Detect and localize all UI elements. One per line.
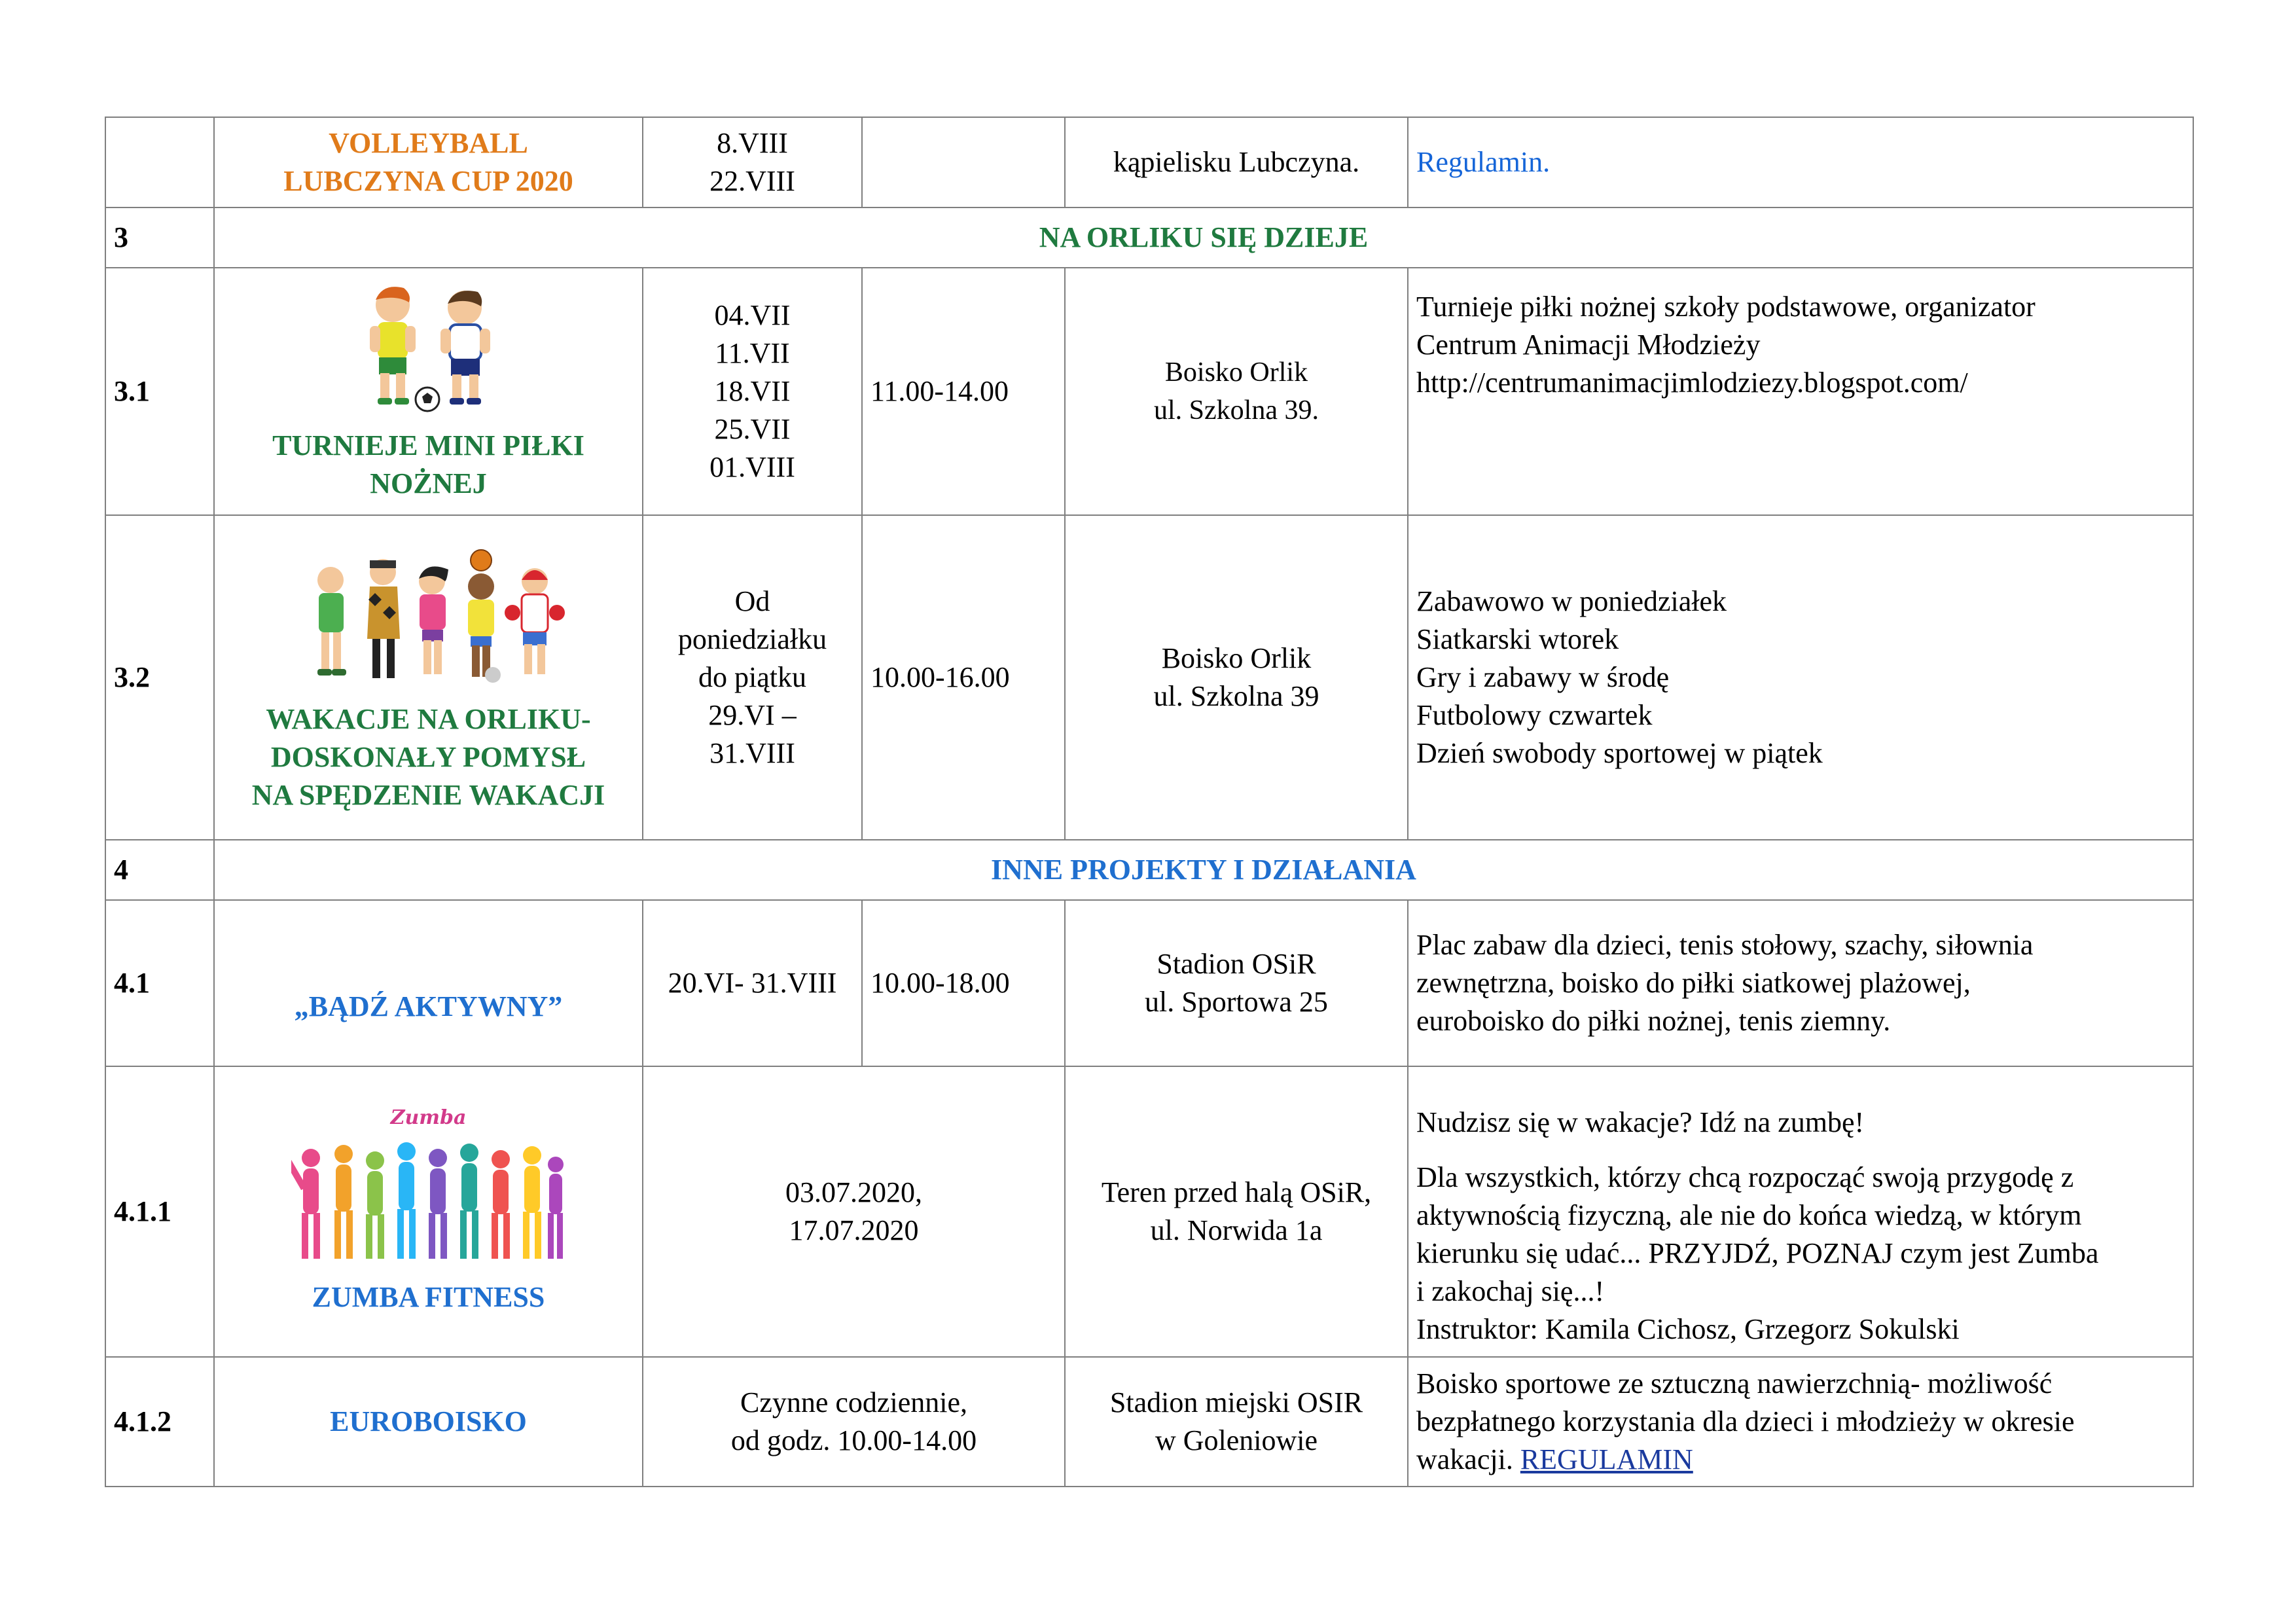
table-row	[105, 900, 2193, 1066]
event-name: TURNIEJE MINI PIŁKI	[272, 429, 584, 461]
section-number: 4	[105, 840, 214, 900]
event-date: 20.VI- 31.VIII	[668, 967, 837, 999]
table-row	[105, 515, 2193, 840]
event-place: Stadion miejski OSIR	[1109, 1386, 1363, 1418]
event-name: „BĄDŹ AKTYWNY”	[294, 990, 563, 1022]
row-number: 3.2	[105, 515, 214, 840]
event-date: od godz. 10.00-14.00	[730, 1424, 977, 1456]
dancers-illustration	[291, 1132, 566, 1269]
event-info-cell	[1408, 900, 2193, 1066]
event-date: 8.VIII	[717, 127, 788, 159]
event-info-cell	[1408, 515, 2193, 840]
event-date: 17.07.2020	[789, 1214, 919, 1246]
row-number: 4.1	[105, 900, 214, 1066]
event-info: kierunku się udać... PRZYJDŹ, POZNAJ czym jest Zumba	[1416, 1237, 2099, 1269]
event-info: Turnieje piłki nożnej szkoły podstawowe, organizator	[1416, 291, 2036, 323]
event-date: do piątku	[698, 661, 806, 693]
row-number: 4.1.1	[105, 1066, 214, 1357]
event-info: Siatkarski wtorek	[1416, 623, 1619, 655]
event-place-cell	[1065, 900, 1408, 1066]
event-name-cell	[214, 1357, 643, 1487]
event-info-url[interactable]: http://centrumanimacjimlodziezy.blogspot.com/	[1416, 367, 1968, 399]
event-info: Gry i zabawy w środę	[1416, 661, 1670, 693]
event-info: Centrum Animacji Młodzieży	[1416, 329, 1761, 361]
event-time: 10.00-18.00	[870, 967, 1010, 999]
event-place: kąpielisku Lubczyna.	[1113, 146, 1360, 178]
section-title: NA ORLIKU SIĘ DZIEJE	[214, 208, 2193, 268]
event-place: ul. Sportowa 25	[1145, 986, 1328, 1018]
event-info-cell	[1408, 117, 2193, 208]
event-dates-cell	[643, 900, 862, 1066]
event-date: 29.VI –	[708, 699, 797, 731]
event-place: w Goleniowie	[1155, 1424, 1318, 1456]
event-info: Plac zabaw dla dzieci, tenis stołowy, szachy, siłownia	[1416, 929, 2034, 961]
event-name: NOŻNEJ	[370, 467, 487, 499]
event-date: Czynne codziennie,	[740, 1386, 967, 1418]
event-date: 22.VIII	[709, 165, 795, 197]
zumba-logo: Zumba	[390, 1106, 467, 1129]
event-date: 25.VII	[714, 413, 791, 445]
event-place-cell	[1065, 117, 1408, 208]
event-info: Dla wszystkich, którzy chcą rozpocząć swoją przygodę z	[1416, 1161, 2074, 1193]
event-name-cell	[214, 268, 643, 515]
event-date: 04.VII	[714, 299, 791, 331]
table-row	[105, 268, 2193, 515]
events-table	[105, 117, 2194, 1487]
event-info-cell	[1408, 1066, 2193, 1357]
event-place-cell	[1065, 1066, 1408, 1357]
event-info-prefix: wakacji.	[1416, 1443, 1520, 1475]
event-place: ul. Szkolna 39	[1153, 680, 1319, 712]
row-number-cell	[105, 117, 214, 208]
row-number: 4.1.2	[105, 1357, 214, 1487]
event-place-cell	[1065, 268, 1408, 515]
event-name-cell	[214, 1066, 643, 1357]
kids-sports-illustration	[285, 541, 573, 691]
event-date: 01.VIII	[709, 451, 795, 483]
regulamin-link[interactable]: REGULAMIN	[1520, 1443, 1693, 1475]
event-time: 11.00-14.00	[870, 375, 1009, 407]
event-dates-cell	[643, 268, 862, 515]
event-info: zewnętrzna, boisko do piłki siatkowej plażowej,	[1416, 967, 1971, 999]
event-info: euroboisko do piłki nożnej, tenis ziemny.	[1416, 1005, 1891, 1037]
event-dates-cell	[643, 117, 862, 208]
event-date: 31.VIII	[709, 737, 795, 769]
event-place: ul. Szkolna 39.	[1154, 395, 1319, 425]
table-row	[105, 1066, 2193, 1357]
event-name: WAKACJE NA ORLIKU-	[266, 703, 591, 735]
event-date: 11.VII	[715, 337, 790, 369]
event-info: Futbolowy czwartek	[1416, 699, 1653, 731]
event-name: NA SPĘDZENIE WAKACJI	[251, 779, 605, 811]
event-date: poniedziałku	[677, 623, 827, 655]
event-place-cell	[1065, 515, 1408, 840]
event-time: 10.00-16.00	[870, 661, 1010, 693]
table-row	[105, 1357, 2193, 1487]
event-name-cell	[214, 900, 643, 1066]
event-dates-cell	[643, 515, 862, 840]
event-instructor: Instruktor: Kamila Cichosz, Grzegorz Sokulski	[1416, 1313, 1960, 1345]
event-place: Boisko Orlik	[1161, 642, 1312, 674]
event-info-cell	[1408, 1357, 2193, 1487]
event-info	[1416, 1441, 2185, 1479]
event-date: Od	[734, 585, 770, 617]
event-info: Zabawowo w poniedziałek	[1416, 585, 1727, 617]
event-place: Stadion OSiR	[1157, 948, 1316, 980]
event-place: Teren przed halą OSiR,	[1101, 1176, 1372, 1208]
event-info: i zakochaj się...!	[1416, 1275, 1605, 1307]
row-number: 3.1	[105, 268, 214, 515]
event-name: EUROBOISKO	[330, 1405, 527, 1437]
table-row	[105, 117, 2193, 208]
event-name-cell	[214, 515, 643, 840]
event-info: Boisko sportowe ze sztuczną nawierzchnią- możliwość	[1416, 1367, 2053, 1399]
event-info: Dzień swobody sportowej w piątek	[1416, 737, 1823, 769]
section-title: INNE PROJEKTY I DZIAŁANIA	[214, 840, 2193, 900]
event-time-cell	[862, 515, 1065, 840]
section-row	[105, 840, 2193, 900]
section-number: 3	[105, 208, 214, 268]
event-place: ul. Norwida 1a	[1150, 1214, 1323, 1246]
event-info: Nudzisz się w wakacje? Idź na zumbę!	[1416, 1106, 1865, 1138]
kids-football-illustration	[344, 280, 514, 418]
regulamin-link[interactable]: Regulamin.	[1416, 146, 1551, 178]
event-date: 03.07.2020,	[785, 1176, 922, 1208]
event-dates-cell	[643, 1066, 1065, 1357]
section-row	[105, 208, 2193, 268]
event-place: Boisko Orlik	[1164, 357, 1308, 388]
event-dates-cell	[643, 1357, 1065, 1487]
event-info-cell	[1408, 268, 2193, 515]
event-info: bezpłatnego korzystania dla dzieci i młodzieży w okresie	[1416, 1405, 2075, 1437]
event-place-cell	[1065, 1357, 1408, 1487]
event-time-cell	[862, 900, 1065, 1066]
event-name-cell	[214, 117, 643, 208]
event-time-cell	[862, 268, 1065, 515]
event-name: VOLLEYBALL	[329, 127, 528, 159]
event-time-cell	[862, 117, 1065, 208]
event-name: LUBCZYNA CUP 2020	[283, 165, 573, 197]
event-date: 18.VII	[714, 375, 791, 407]
event-name: ZUMBA FITNESS	[312, 1281, 545, 1313]
event-info: aktywnością fizyczną, ale nie do końca wiedzą, w którym	[1416, 1199, 2082, 1231]
event-name: DOSKONAŁY POMYSŁ	[270, 741, 586, 773]
